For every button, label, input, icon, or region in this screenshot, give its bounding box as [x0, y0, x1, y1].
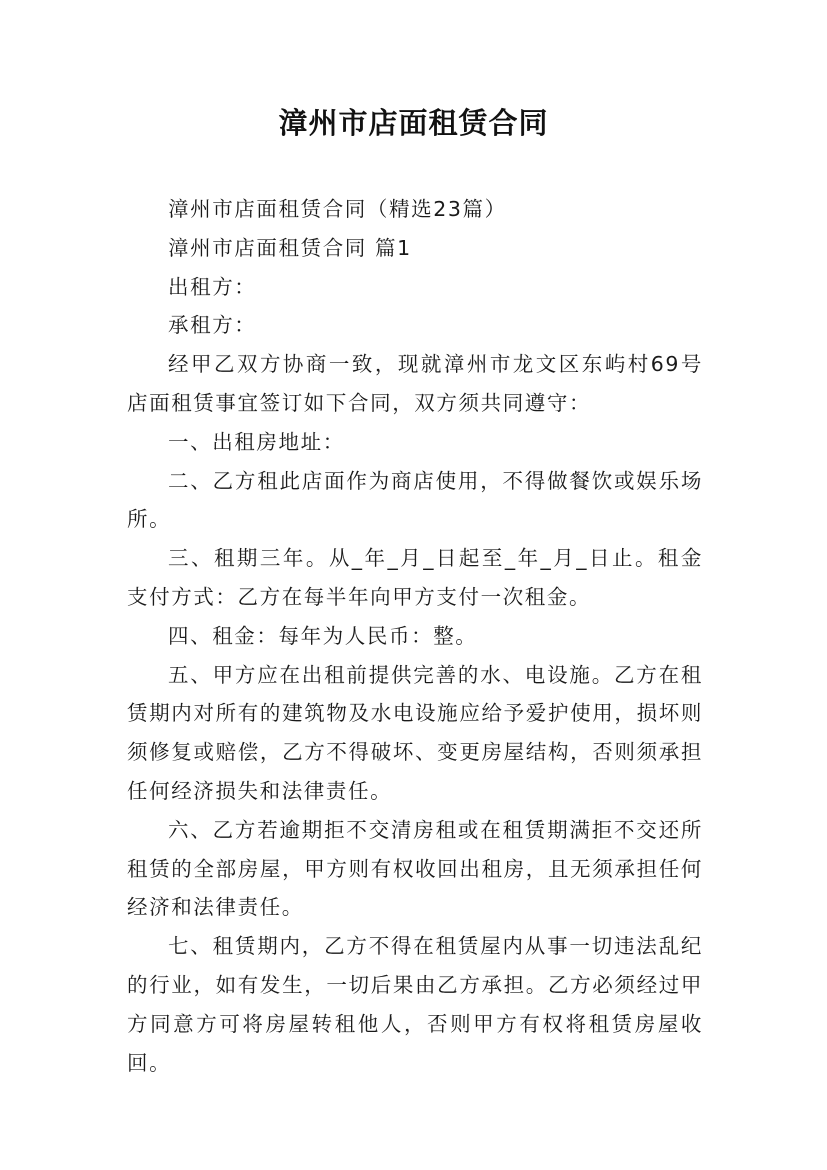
paragraph-section-heading: 漳州市店面租赁合同 篇1 — [168, 235, 412, 260]
paragraph-lessee: 承租方： — [168, 313, 257, 338]
paragraph-clause-1: 一、出租房地址： — [168, 429, 345, 454]
paragraph-clause-2: 二、乙方租此店面作为商店使用，不得做餐饮或娱乐场所。 — [127, 468, 703, 532]
document-title: 漳州市店面租赁合同 — [278, 106, 549, 140]
document-body — [127, 190, 703, 1082]
paragraph-clause-4: 四、租金：每年为人民币：整。 — [168, 623, 478, 648]
paragraph-lessor: 出租方： — [168, 274, 257, 299]
paragraph-preamble: 经甲乙双方协商一致，现就漳州市龙文区东屿村69号店面租赁事宜签订如下合同，双方须共同遵守： — [127, 352, 703, 415]
paragraph-clause-3: 三、租期三年。从_年_月_日起至_年_月_日止。租金支付方式：乙方在每半年向甲方支付一次租金。 — [127, 546, 703, 609]
paragraph-clause-6: 六、乙方若逾期拒不交清房租或在租赁期满拒不交还所租赁的全部房屋，甲方则有权收回出租房，且无须承担任何经济和法律责任。 — [127, 817, 703, 920]
paragraph-clause-7: 七、租赁期内，乙方不得在租赁屋内从事一切违法乱纪的行业，如有发生，一切后果由乙方承担。乙方必须经过甲方同意方可将房屋转租他人，否则甲方有权将租赁房屋收回。 — [127, 934, 703, 1075]
paragraph-subtitle: 漳州市店面租赁合同（精选23篇） — [168, 197, 507, 221]
paragraph-clause-5: 五、甲方应在出租前提供完善的水、电设施。乙方在租赁期内对所有的建筑物及水电设施应给予爱护使用，损坏则须修复或赔偿，乙方不得破坏、变更房屋结构，否则须承担任何经济损失和法律责任。 — [127, 662, 703, 803]
